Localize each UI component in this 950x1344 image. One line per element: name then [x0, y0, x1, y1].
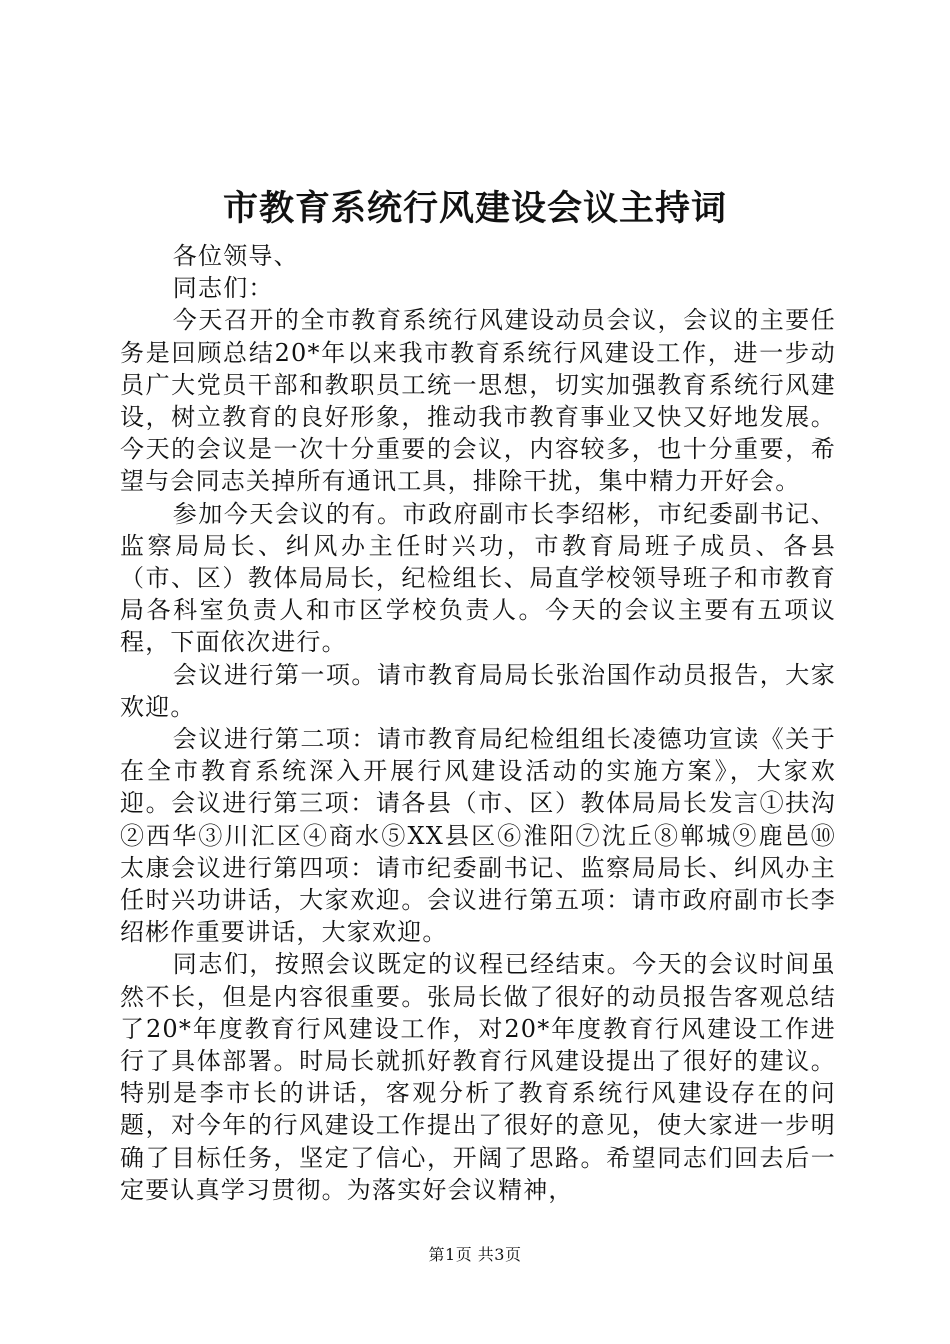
paragraph-opening: 今天召开的全市教育系统行风建设动员会议，会议的主要任务是回顾总结20*年以来我市教育系统行风建设工作，进一步动员广大党员干部和教职员工统一思想，切实加强教育系统行风建设，树立教育的良好形象，推动我市教育事业又快又好地发展。今天的会议是一次十分重要的会议，内容较多，也十分重要，希望与会同志关掉所有通讯工具，排除干扰，集中精力开好会。	[120, 306, 836, 496]
paragraph-closing: 同志们，按照会议既定的议程已经结束。今天的会议时间虽然不长，但是内容很重要。张局长做了很好的动员报告客观总结了20*年度教育行风建设工作，对20*年度教育行风建设工作进行了具体部署。时局长就抓好教育行风建设提出了很好的建议。特别是李市长的讲话，客观分析了教育系统行风建设存在的问题，对今年的行风建设工作提出了很好的意见，使大家进一步明确了目标任务，坚定了信心，开阔了思路。希望同志们回去后一定要认真学习贯彻。为落实好会议精神，	[120, 950, 836, 1204]
salutation-leaders: 各位领导、	[172, 242, 299, 270]
paragraph-agenda-items-2-5: 会议进行第二项：请市教育局纪检组组长凌德功宣读《关于在全市教育系统深入开展行风建设活动的实施方案》，大家欢迎。会议进行第三项：请各县（市、区）教体局局长发言①扶沟②西华③川汇区④商水⑤XX县区⑥淮阳⑦沈丘⑧郸城⑨鹿邑⑩太康会议进行第四项：请市纪委副书记、监察局局长、纠风办主任时兴功讲话，大家欢迎。会议进行第五项：请市政府副市长李绍彬作重要讲话，大家欢迎。	[120, 725, 836, 947]
paragraph-agenda-item-1: 会议进行第一项。请市教育局局长张治国作动员报告，大家欢迎。	[120, 660, 836, 721]
page-title: 市教育系统行风建设会议主持词	[222, 188, 727, 229]
page-footer: 第1页 共3页	[428, 1245, 522, 1264]
salutation-comrades: 同志们：	[172, 274, 274, 303]
document-body	[120, 240, 836, 1206]
paragraph-attendees: 参加今天会议的有。市政府副市长李绍彬，市纪委副书记、监察局局长、纠风办主任时兴功，市教育局班子成员、各县（市、区）教体局局长，纪检组长、局直学校领导班子和市教育局各科室负责人和市区学校负责人。今天的会议主要有五项议程，下面依次进行。	[120, 499, 836, 657]
